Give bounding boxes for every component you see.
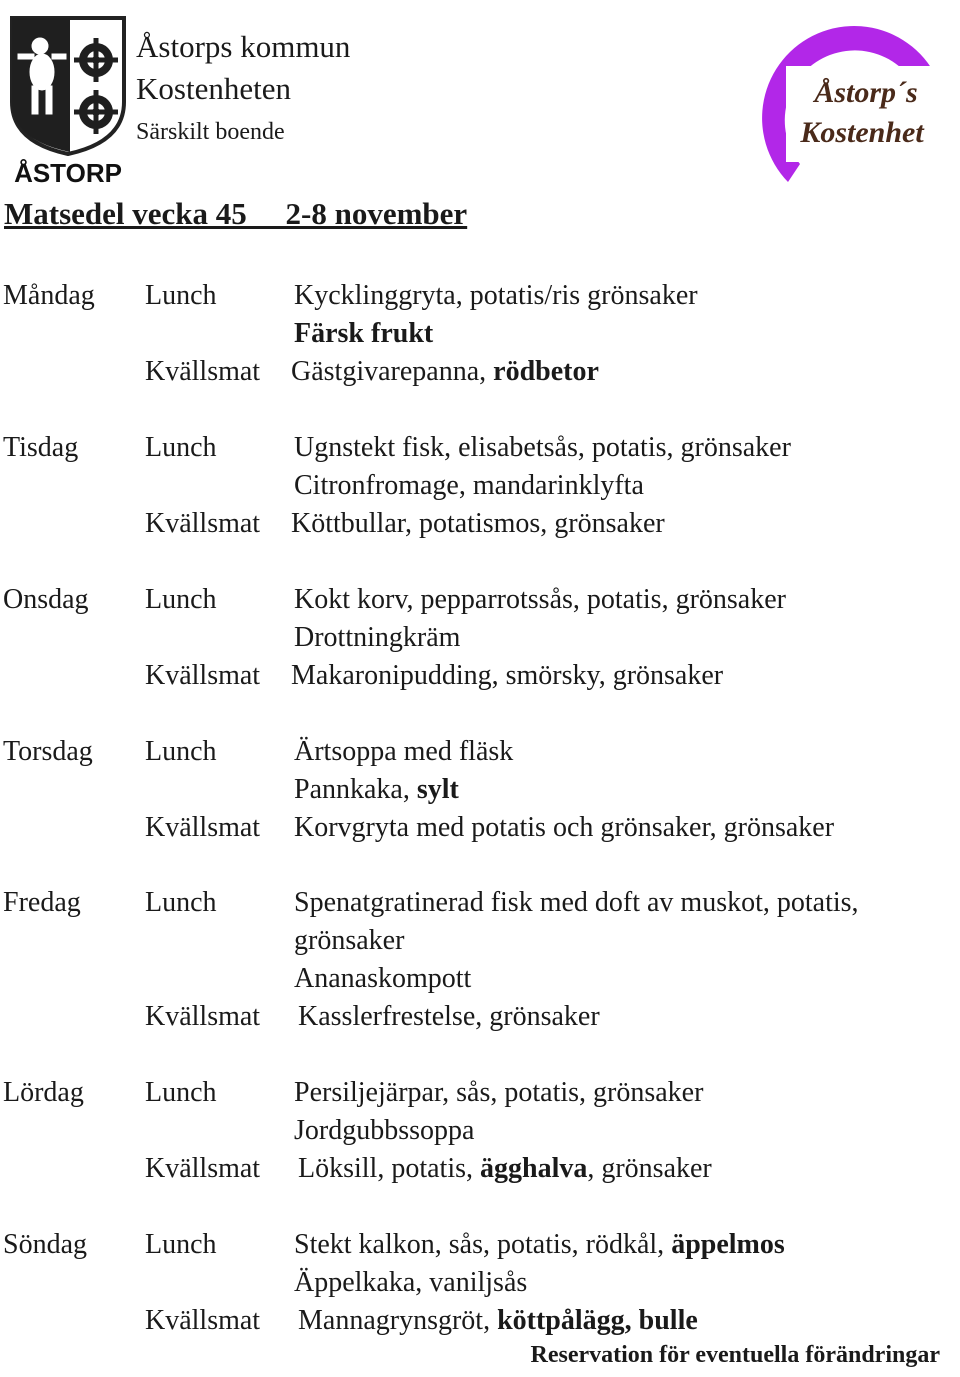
day-label: Tisdag (3, 432, 79, 463)
dessert-text: Pannkaka, (294, 774, 417, 805)
meal-label-lunch: Lunch (145, 280, 217, 311)
meal-label-lunch: Lunch (145, 1077, 217, 1108)
menu-row (0, 277, 960, 315)
lunch-text: Stekt kalkon, sås, potatis, rödkål, (294, 1229, 672, 1260)
menu-row (0, 467, 960, 505)
menu-row (0, 505, 960, 543)
menu-row (0, 657, 960, 695)
lunch-dish: Spenatgratinerad fisk med doft av muskot, potatis, (294, 887, 859, 918)
menu-title: Matsedel vecka 45 2-8 november (4, 196, 468, 231)
menu-row (0, 771, 960, 809)
menu-row (0, 733, 960, 771)
lunch-dessert (294, 771, 459, 809)
lunch-dessert: Citronfromage, mandarinklyfta (294, 470, 644, 501)
lunch-dish: Kokt korv, pepparrotssås, potatis, grönsaker (294, 584, 786, 615)
org-unit: Kostenheten (136, 71, 291, 106)
meal-label-lunch: Lunch (145, 584, 217, 615)
lunch-dessert: Jordgubbssoppa (294, 1115, 475, 1146)
lunch-dish (294, 1226, 785, 1264)
menu-row (0, 1074, 960, 1112)
menu-row (0, 960, 960, 998)
menu-row (0, 1112, 960, 1150)
menu-row (0, 998, 960, 1036)
lunch-dessert: Drottningkräm (294, 622, 461, 653)
menu-row (0, 581, 960, 619)
meal-label-lunch: Lunch (145, 887, 217, 918)
lunch-bold: äppelmos (671, 1229, 785, 1260)
kostenhet-logo (748, 4, 958, 194)
lunch-dish-continued: grönsaker (294, 925, 405, 956)
logo-text-line2: Kostenhet (800, 116, 924, 149)
org-name: Åstorps kommun (136, 29, 351, 64)
kvallsmat-dish: Köttbullar, potatismos, grönsaker (291, 508, 665, 539)
lunch-dish: Persiljejärpar, sås, potatis, grönsaker (294, 1077, 704, 1108)
menu-row (0, 619, 960, 657)
meal-label-lunch: Lunch (145, 1229, 217, 1260)
kvallsmat-dish (298, 1302, 698, 1340)
meal-label-kvallsmat: Kvällsmat (145, 508, 261, 539)
menu-row (0, 353, 960, 391)
dessert-bold: sylt (416, 774, 459, 805)
meal-label-kvallsmat: Kvällsmat (145, 1001, 261, 1032)
kvallsmat-text-after: , grönsaker (587, 1153, 712, 1184)
logo-text-line1: Åstorp´s (814, 76, 918, 109)
meal-label-kvallsmat: Kvällsmat (145, 660, 261, 691)
kvallsmat-dish (298, 1150, 712, 1188)
menu-row (0, 809, 960, 847)
lunch-dessert: Färsk frukt (294, 318, 434, 349)
kvallsmat-bold: köttpålägg, bulle (497, 1305, 698, 1336)
kvallsmat-dish: Makaronipudding, smörsky, grönsaker (291, 660, 724, 691)
org-subunit: Särskilt boende (136, 119, 285, 145)
menu-row (0, 1264, 960, 1302)
menu-row (0, 1150, 960, 1188)
logo-wordmark: ÅSTORP (14, 158, 122, 188)
meal-label-kvallsmat: Kvällsmat (145, 1305, 261, 1336)
meal-label-kvallsmat: Kvällsmat (145, 812, 261, 843)
menu-row (0, 1226, 960, 1264)
organization-block (136, 26, 350, 148)
menu-row (0, 1302, 960, 1340)
menu-row (0, 884, 960, 922)
kvallsmat-bold: ägghalva (480, 1153, 588, 1184)
day-label: Söndag (3, 1229, 87, 1260)
kvallsmat-dish: Kasslerfrestelse, grönsaker (298, 1001, 600, 1032)
lunch-dish: Ugnstekt fisk, elisabetsås, potatis, grönsaker (294, 432, 791, 463)
day-label: Måndag (3, 280, 95, 311)
lunch-dish: Kycklinggryta, potatis/ris grönsaker (294, 280, 698, 311)
kvallsmat-dish: Korvgryta med potatis och grönsaker, grönsaker (294, 812, 835, 843)
astorp-crest-logo (8, 14, 130, 189)
kvallsmat-text: Mannagrynsgröt, (298, 1305, 498, 1336)
kvallsmat-text: Löksill, potatis, (298, 1153, 480, 1184)
day-label: Lördag (3, 1077, 84, 1108)
kvallsmat-bold: rödbetor (493, 356, 599, 387)
lunch-dessert: Ananaskompott (294, 963, 472, 994)
kvallsmat-text: Gästgivarepanna, (291, 356, 494, 387)
day-label: Fredag (3, 887, 81, 918)
kvallsmat-dish (291, 353, 599, 391)
lunch-dessert: Äppelkaka, vaniljsås (294, 1267, 528, 1298)
day-label: Torsdag (3, 736, 93, 767)
reservation-note: Reservation för eventuella förändringar (530, 1342, 940, 1368)
menu-row (0, 315, 960, 353)
menu-row (0, 922, 960, 960)
lunch-dish: Ärtsoppa med fläsk (294, 736, 514, 767)
meal-label-kvallsmat: Kvällsmat (145, 356, 261, 387)
meal-label-lunch: Lunch (145, 432, 217, 463)
meal-label-lunch: Lunch (145, 736, 217, 767)
meal-label-kvallsmat: Kvällsmat (145, 1153, 261, 1184)
day-label: Onsdag (3, 584, 89, 615)
menu-row (0, 429, 960, 467)
